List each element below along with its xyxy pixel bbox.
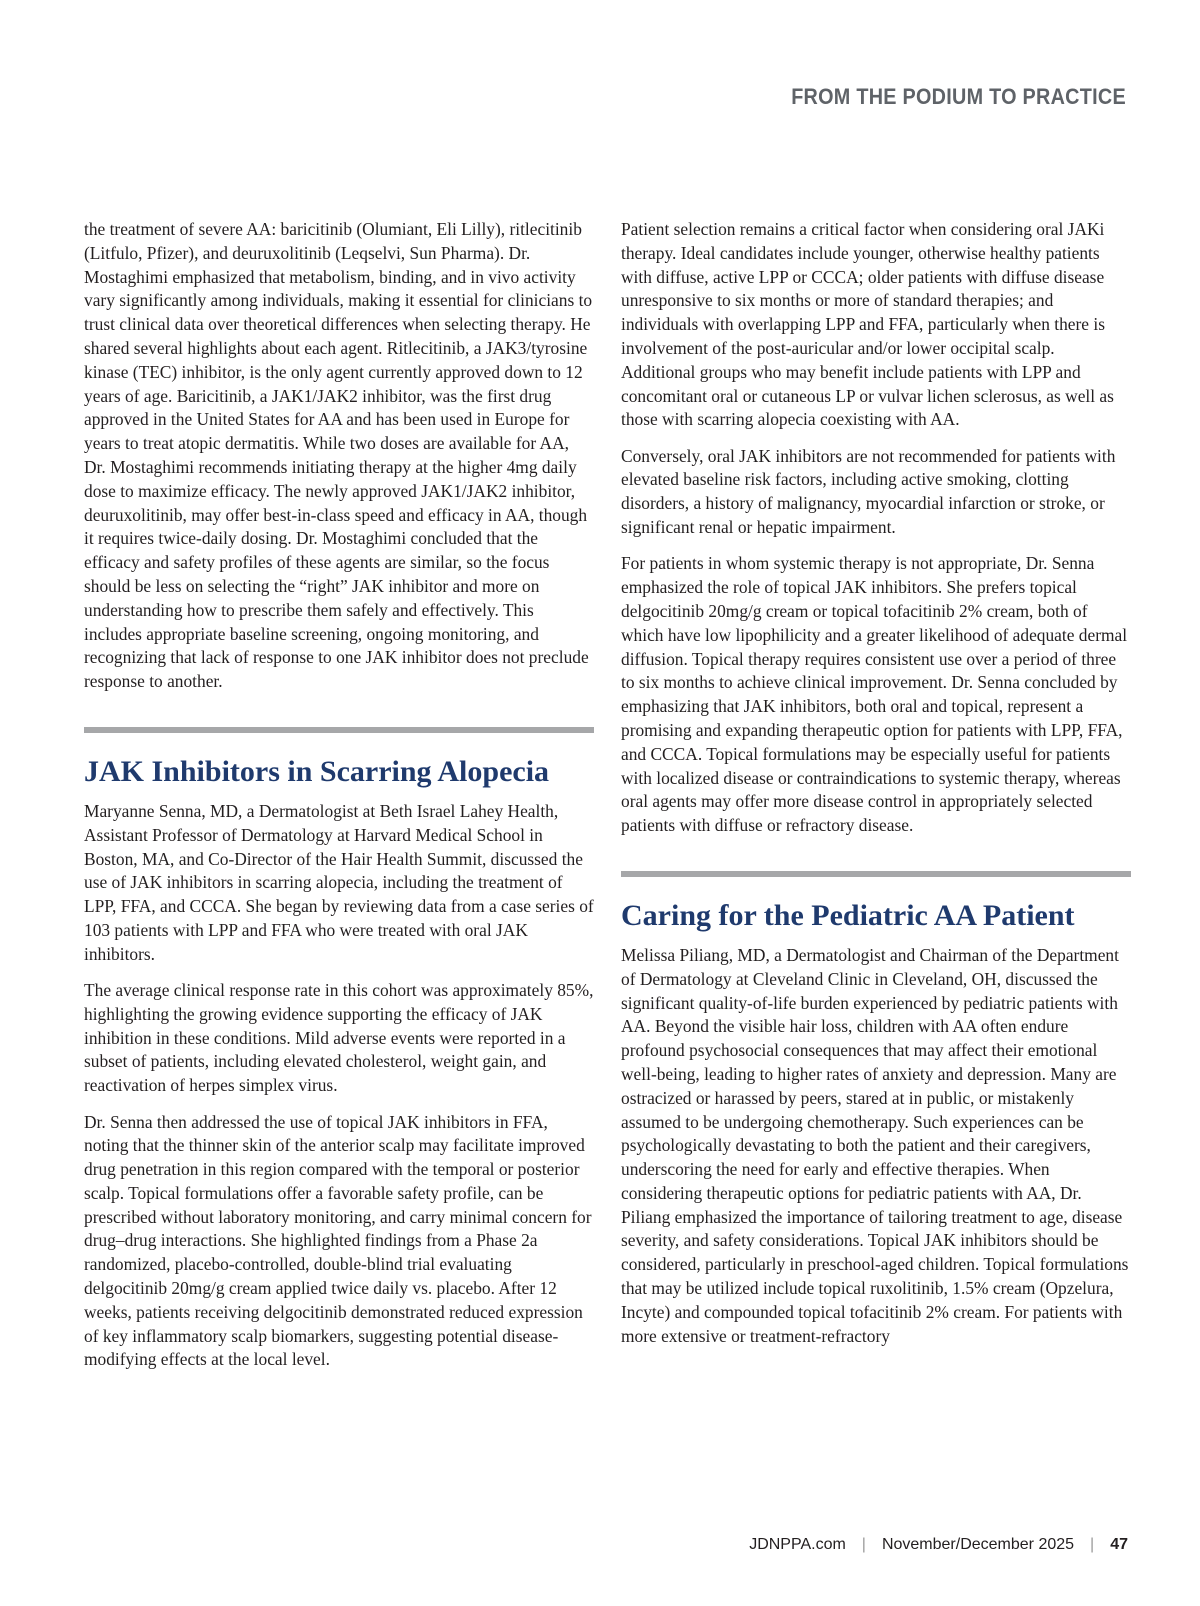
section-title-scarring-alopecia: JAK Inhibitors in Scarring Alopecia xyxy=(84,754,550,788)
footer-separator: | xyxy=(1090,1536,1095,1553)
body-paragraph: Dr. Senna then addressed the use of topical JAK inhibitors in FFA, noting that the thinner skin of the anterior scalp may facilitate improved drug penetration in this region compared with the temporal or posterior scalp. Topical formulations offer a favorable safety profile, can be prescribed without laboratory monitoring, and carry minimal concern for drug–drug interactions. She highlighted findings from a Phase 2a randomized, placebo-controlled, double-blind trial evaluating delgocitinib 20mg/g cream applied twice daily vs. placebo. After 12 weeks, patients receiving delgocitinib demonstrated reduced expression of key inflammatory scalp biomarkers, suggesting potential disease-modifying effects at the local level. xyxy=(84,1111,592,1370)
section-divider xyxy=(84,727,594,733)
body-paragraph: Patient selection remains a critical factor when considering oral JAKi therapy. Ideal candidates include younger, otherwise healthy patients with diffuse, active LPP or CCCA; older patients with diffuse disease unresponsive to six months or more of standard therapies; and individuals with overlapping LPP and FFA, particularly when there is involvement of the post-auricular and/or lower occipital scalp. Additional groups who may benefit include patients with LPP and concomitant oral or cutaneous LP or vulvar lichen sclerosus, as well as those with scarring alopecia coexisting with AA. xyxy=(621,219,1114,430)
body-paragraph: Melissa Piliang, MD, a Dermatologist and Chairman of the Department of Dermatology at Cleveland Clinic in Cleveland, OH, discussed the significant quality-of-life burden experienced by pediatric patients with AA. Beyond the visible hair loss, children with AA often endure profound psychosocial consequences that may affect their emotional well-being, leading to higher rates of anxiety and depression. Many are ostracized or harassed by peers, stared at in public, or mistakenly assumed to be undergoing chemotherapy. Such experiences can be psychologically devastating to both the patient and their caregivers, underscoring the need for early and effective therapies. When considering therapeutic options for pediatric patients with AA, Dr. Piliang emphasized the importance of tailoring treatment to age, disease severity, and safety considerations. Topical JAK inhibitors should be considered, particularly in preschool-aged children. Topical formulations that may be utilized include topical ruxolitinib, 1.5% cream (Opzelura, Incyte) and compounded topical tofacitinib 2% cream. For patients with more extensive or treatment-refractory xyxy=(621,944,1129,1346)
body-paragraph: Conversely, oral JAK inhibitors are not recommended for patients with elevated baseline risk factors, including active smoking, clotting disorders, a history of malignancy, myocardial infarction or stroke, or significant renal or hepatic impairment. xyxy=(621,445,1116,538)
body-paragraph: For patients in whom systemic therapy is not appropriate, Dr. Senna emphasized the role of topical JAK inhibitors. She prefers topical delgocitinib 20mg/g cream or topical tofacitinib 2% cream, both of which have low lipophilicity and a greater likelihood of adequate dermal diffusion. Topical therapy requires consistent use over a period of three to six months to achieve clinical improvement. Dr. Senna concluded by emphasizing that JAK inhibitors, both oral and topical, represent a promising and expanding therapeutic option for patients with LPP, FFA, and CCCA. Topical formulations may be especially useful for patients with localized disease or contraindications to systemic therapy, whereas oral agents may offer more disease control in appropriately selected patients with diffuse or refractory disease. xyxy=(621,553,1128,836)
section-divider xyxy=(621,871,1131,877)
section-title-pediatric-aa: Caring for the Pediatric AA Patient xyxy=(621,898,1075,932)
page-number: 47 xyxy=(1110,1536,1128,1553)
body-paragraph: The average clinical response rate in this cohort was approximately 85%, highlighting the growing evidence supporting the efficacy of JAK inhibition in these conditions. Mild adverse events were reported in a subset of patients, including elevated cholesterol, weight gain, and reactivation of herpes simplex virus. xyxy=(84,980,594,1096)
intro-paragraph: the treatment of severe AA: baricitinib (Olumiant, Eli Lilly), ritlecitinib (Litfulo, Pfizer), and deuruxolitinib (Leqselvi, Sun Pharma). Dr. Mostaghimi emphasized that metabolism, binding, and in vivo activity vary significantly among individuals, making it essential for clinicians to trust clinical data over theoretical differences when selecting therapy. He shared several highlights about each agent. Ritlecitinib, a JAK3/tyrosine kinase (TEC) inhibitor, is the only agent currently approved down to 12 years of age. Baricitinib, a JAK1/JAK2 inhibitor, was the first drug approved in the United States for AA and has been used in Europe for years to treat atopic dermatitis. While two doses are available for AA, Dr. Mostaghimi recommends initiating therapy at the higher 4mg daily dose to maximize efficacy. The newly approved JAK1/JAK2 inhibitor, deuruxolitinib, may offer best-in-class speed and efficacy in AA, though it requires twice-daily dosing. Dr. Mostaghimi concluded that the efficacy and safety profiles of these agents are similar, so the focus should be less on selecting the “right” JAK inhibitor and more on understanding how to prescribe them safely and effectively. This includes appropriate baseline screening, ongoing monitoring, and recognizing that lack of response to one JAK inhibitor does not preclude response to another. xyxy=(84,219,593,692)
right-column xyxy=(621,218,1131,1361)
footer-separator: | xyxy=(861,1536,866,1553)
left-column xyxy=(84,218,594,1385)
page-footer xyxy=(749,1536,1128,1554)
body-paragraph: Maryanne Senna, MD, a Dermatologist at Beth Israel Lahey Health, Assistant Professor of Dermatology at Harvard Medical School in Boston, MA, and Co-Director of the Hair Health Summit, discussed the use of JAK inhibitors in scarring alopecia, including the treatment of LPP, FFA, and CCCA. She began by reviewing data from a case series of 103 patients with LPP and FFA who were treated with oral JAK inhibitors. xyxy=(84,800,594,964)
section-header: FROM THE PODIUM TO PRACTICE xyxy=(791,84,1126,109)
footer-issue: November/December 2025 xyxy=(881,1536,1075,1553)
footer-website: JDNPPA.com xyxy=(749,1536,846,1553)
